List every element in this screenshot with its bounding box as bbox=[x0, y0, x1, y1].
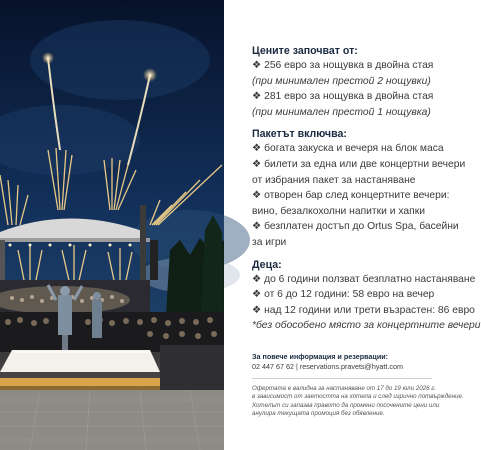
price-note-2: (при минимален престой 1 нощувка) bbox=[252, 106, 431, 118]
kids-item-1: ❖ до 6 години ползват безплатно настаняване bbox=[252, 273, 476, 285]
concert-fireworks-photo bbox=[0, 0, 224, 450]
kids-heading: Деца: bbox=[252, 258, 282, 271]
fineprint-line-2: в зависимост от заетостта на хотела и след изрично потвърждение. bbox=[252, 393, 464, 401]
package-item-2-cont: от избрания пакет за настаняване bbox=[252, 174, 416, 186]
package-item-3-cont: вино, безалкохолни напитки и хапки bbox=[252, 205, 425, 217]
contact-phone-email: 02 447 67 62 | reservations.pravets@hyatt.com bbox=[252, 361, 403, 371]
kids-note: *без обособено място за концертните вечери bbox=[252, 320, 481, 332]
divider bbox=[252, 378, 432, 379]
contact-title: За повече информация и резервации: bbox=[252, 351, 389, 361]
price-note-1: (при минимален престой 2 нощувки) bbox=[252, 75, 431, 87]
price-line-1: ❖ 256 евро за нощувка в двойна стая bbox=[252, 60, 434, 71]
prices-heading: Цените започват от: bbox=[252, 45, 358, 57]
fineprint-line-4: анулира текущата промоция без обявление. bbox=[252, 410, 385, 418]
offer-details bbox=[252, 44, 481, 450]
package-item-4: ❖ безплатен достъп до Ortus Spa, басейни bbox=[252, 221, 459, 233]
package-item-3: ❖ отворен бар след концертните вечери: bbox=[252, 190, 450, 202]
fineprint-line-1: Офертата е валидна за настаняване от 17 до 19 юли 2026 г. bbox=[252, 384, 437, 392]
package-heading: Пакетът включва: bbox=[252, 128, 347, 141]
kids-item-2: ❖ от 6 до 12 години: 58 евро на вечер bbox=[252, 289, 435, 301]
kids-item-3: ❖ над 12 години или трети възрастен: 86 евро bbox=[252, 304, 475, 316]
package-item-2: ❖ билети за една или две концертни вечери bbox=[252, 158, 466, 170]
package-item-4-cont: за игри bbox=[252, 236, 287, 248]
package-item-1: ❖ богата закуска и вечеря на блок маса bbox=[252, 143, 444, 155]
price-line-2: ❖ 281 евро за нощувка в двойна стая bbox=[252, 91, 434, 103]
fineprint-line-3: Хотелът си запазва правото да промени посочените цени или bbox=[252, 401, 440, 409]
